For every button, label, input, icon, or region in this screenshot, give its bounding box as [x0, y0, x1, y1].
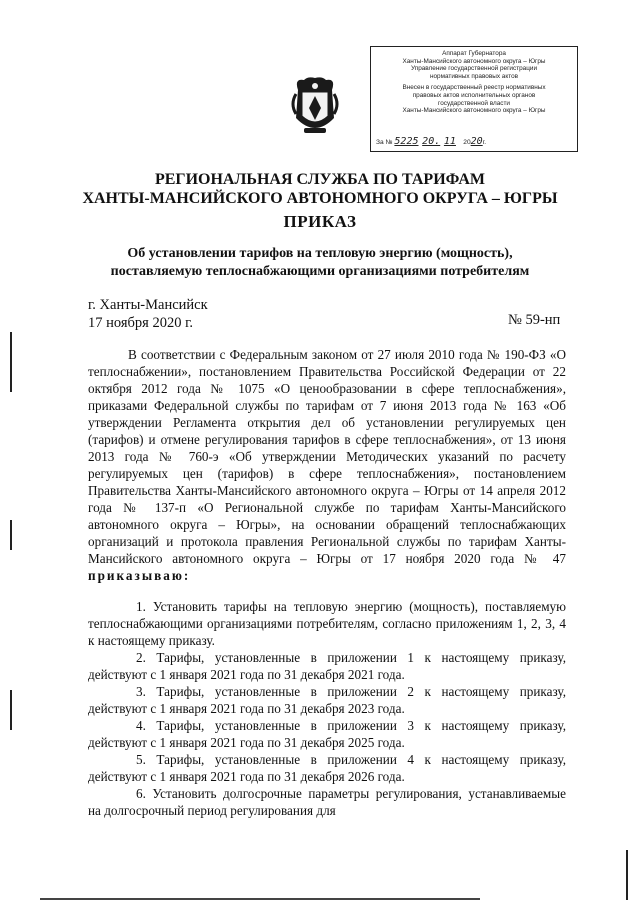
stamp-reg-month: 11: [443, 136, 456, 148]
stamp-line: Ханты-Мансийского автономного округа – Югры: [402, 57, 546, 65]
document-date: 17 ноября 2020 г.: [88, 315, 194, 331]
subject-line-2: поставляемую теплоснабжающими организациями потребителям: [110, 264, 530, 279]
order-item: 3. Тарифы, установленные в приложении 2 к настоящему приказу, действуют с 1 января 2021 года по 31 декабря 2023 года.: [88, 684, 566, 716]
stamp-reg-number: 5225: [394, 136, 419, 148]
preamble: [88, 346, 566, 584]
city: г. Ханты-Мансийск: [88, 297, 208, 313]
document-type: ПРИКАЗ: [283, 212, 357, 231]
stamp-reg-year: 20: [470, 136, 483, 148]
stamp-line: государственной власти: [438, 99, 510, 107]
stamp-registration-line: [376, 138, 574, 147]
scan-bottom-line: [40, 898, 480, 900]
scan-margin-mark: [626, 850, 628, 900]
preamble-text: В соответствии с Федеральным законом от 27 июля 2010 года № 190-ФЗ «О теплоснабжении», постановлением Правительства Российской Федерации от 22 октября 2012 года № 1075 «О ценообразовании в сфере теплоснабжения», приказами Федеральной службы по тарифам от 7 июня 2013 года № 163 «Об утверждении Регламента открытия дел об установлении регулируемых цен (тарифов) и отмене регулирования тарифов в сфере теплоснабжения», от 13 июня 2013 года № 760-э «Об утверждении Методических указаний по расчету регулируемых цен (тарифов) в сфере теплоснабжения», постановлением Правительства Ханты-Мансийского автономного округа – Югры от 14 апреля 2012 года № 137-п «О Региональной службе по тарифам Ханты-Мансийского автономного округа – Югры», на основании обращений теплоснабжающих организаций и протокола правления Региональной службы по тарифам Ханты-Мансийского автономного округа – Югры от 17 ноября 2020 года № 47: [88, 347, 566, 566]
stamp-reg-day: 20.: [422, 136, 441, 148]
stamp-line: Внесен в государственный реестр нормативных: [402, 84, 546, 92]
org-line-1: РЕГИОНАЛЬНАЯ СЛУЖБА ПО ТАРИФАМ: [154, 171, 486, 188]
document-body: [88, 346, 566, 819]
stamp-line: Управление государственной регистрации: [410, 65, 538, 73]
stamp-line: Аппарат Губернатора: [442, 50, 506, 57]
order-item: 1. Установить тарифы на тепловую энергию (мощность), поставляемую теплоснабжающими организациями потребителям, согласно приложениям 1, 2, 3, 4 к настоящему приказу.: [88, 599, 566, 648]
org-line-2: ХАНТЫ-МАНСИЙСКОГО АВТОНОМНОГО ОКРУГА – ЮГРЫ: [82, 190, 558, 207]
scan-margin-mark: [10, 690, 12, 730]
stamp-line: нормативных правовых актов: [429, 72, 519, 80]
scan-margin-mark: [10, 332, 12, 392]
subject-line-1: Об установлении тарифов на тепловую энергию (мощность),: [127, 246, 513, 261]
stamp-reg-year-prefix: 20: [463, 139, 471, 147]
order-item: 2. Тарифы, установленные в приложении 1 к настоящему приказу, действуют с 1 января 2021 года по 31 декабря 2021 года.: [88, 650, 566, 682]
order-item: 4. Тарифы, установленные в приложении 3 к настоящему приказу, действуют с 1 января 2021 года по 31 декабря 2025 года.: [88, 718, 566, 750]
stamp-line: правовых актов исполнительных органов: [412, 91, 536, 99]
coat-of-arms-icon: [290, 74, 340, 136]
stamp-reg-prefix: За №: [376, 139, 393, 147]
document-number: № 59-нп: [508, 312, 561, 328]
registration-stamp: [370, 46, 578, 152]
organization-name: [0, 170, 640, 208]
document-subject: [0, 245, 640, 281]
place-and-date: [88, 296, 208, 332]
order-item: 6. Установить долгосрочные параметры регулирования, устанавливаемые на долгосрочный период регулирования для: [88, 786, 566, 818]
stamp-line: Ханты-Мансийского автономного округа – Югры: [402, 107, 546, 115]
stamp-reg-suffix: г.: [482, 139, 487, 147]
scan-margin-mark: [10, 520, 12, 550]
order-items: [88, 598, 566, 819]
order-item: 5. Тарифы, установленные в приложении 4 к настоящему приказу, действуют с 1 января 2021 года по 31 декабря 2026 года.: [88, 752, 566, 784]
order-word: приказываю:: [88, 568, 191, 583]
